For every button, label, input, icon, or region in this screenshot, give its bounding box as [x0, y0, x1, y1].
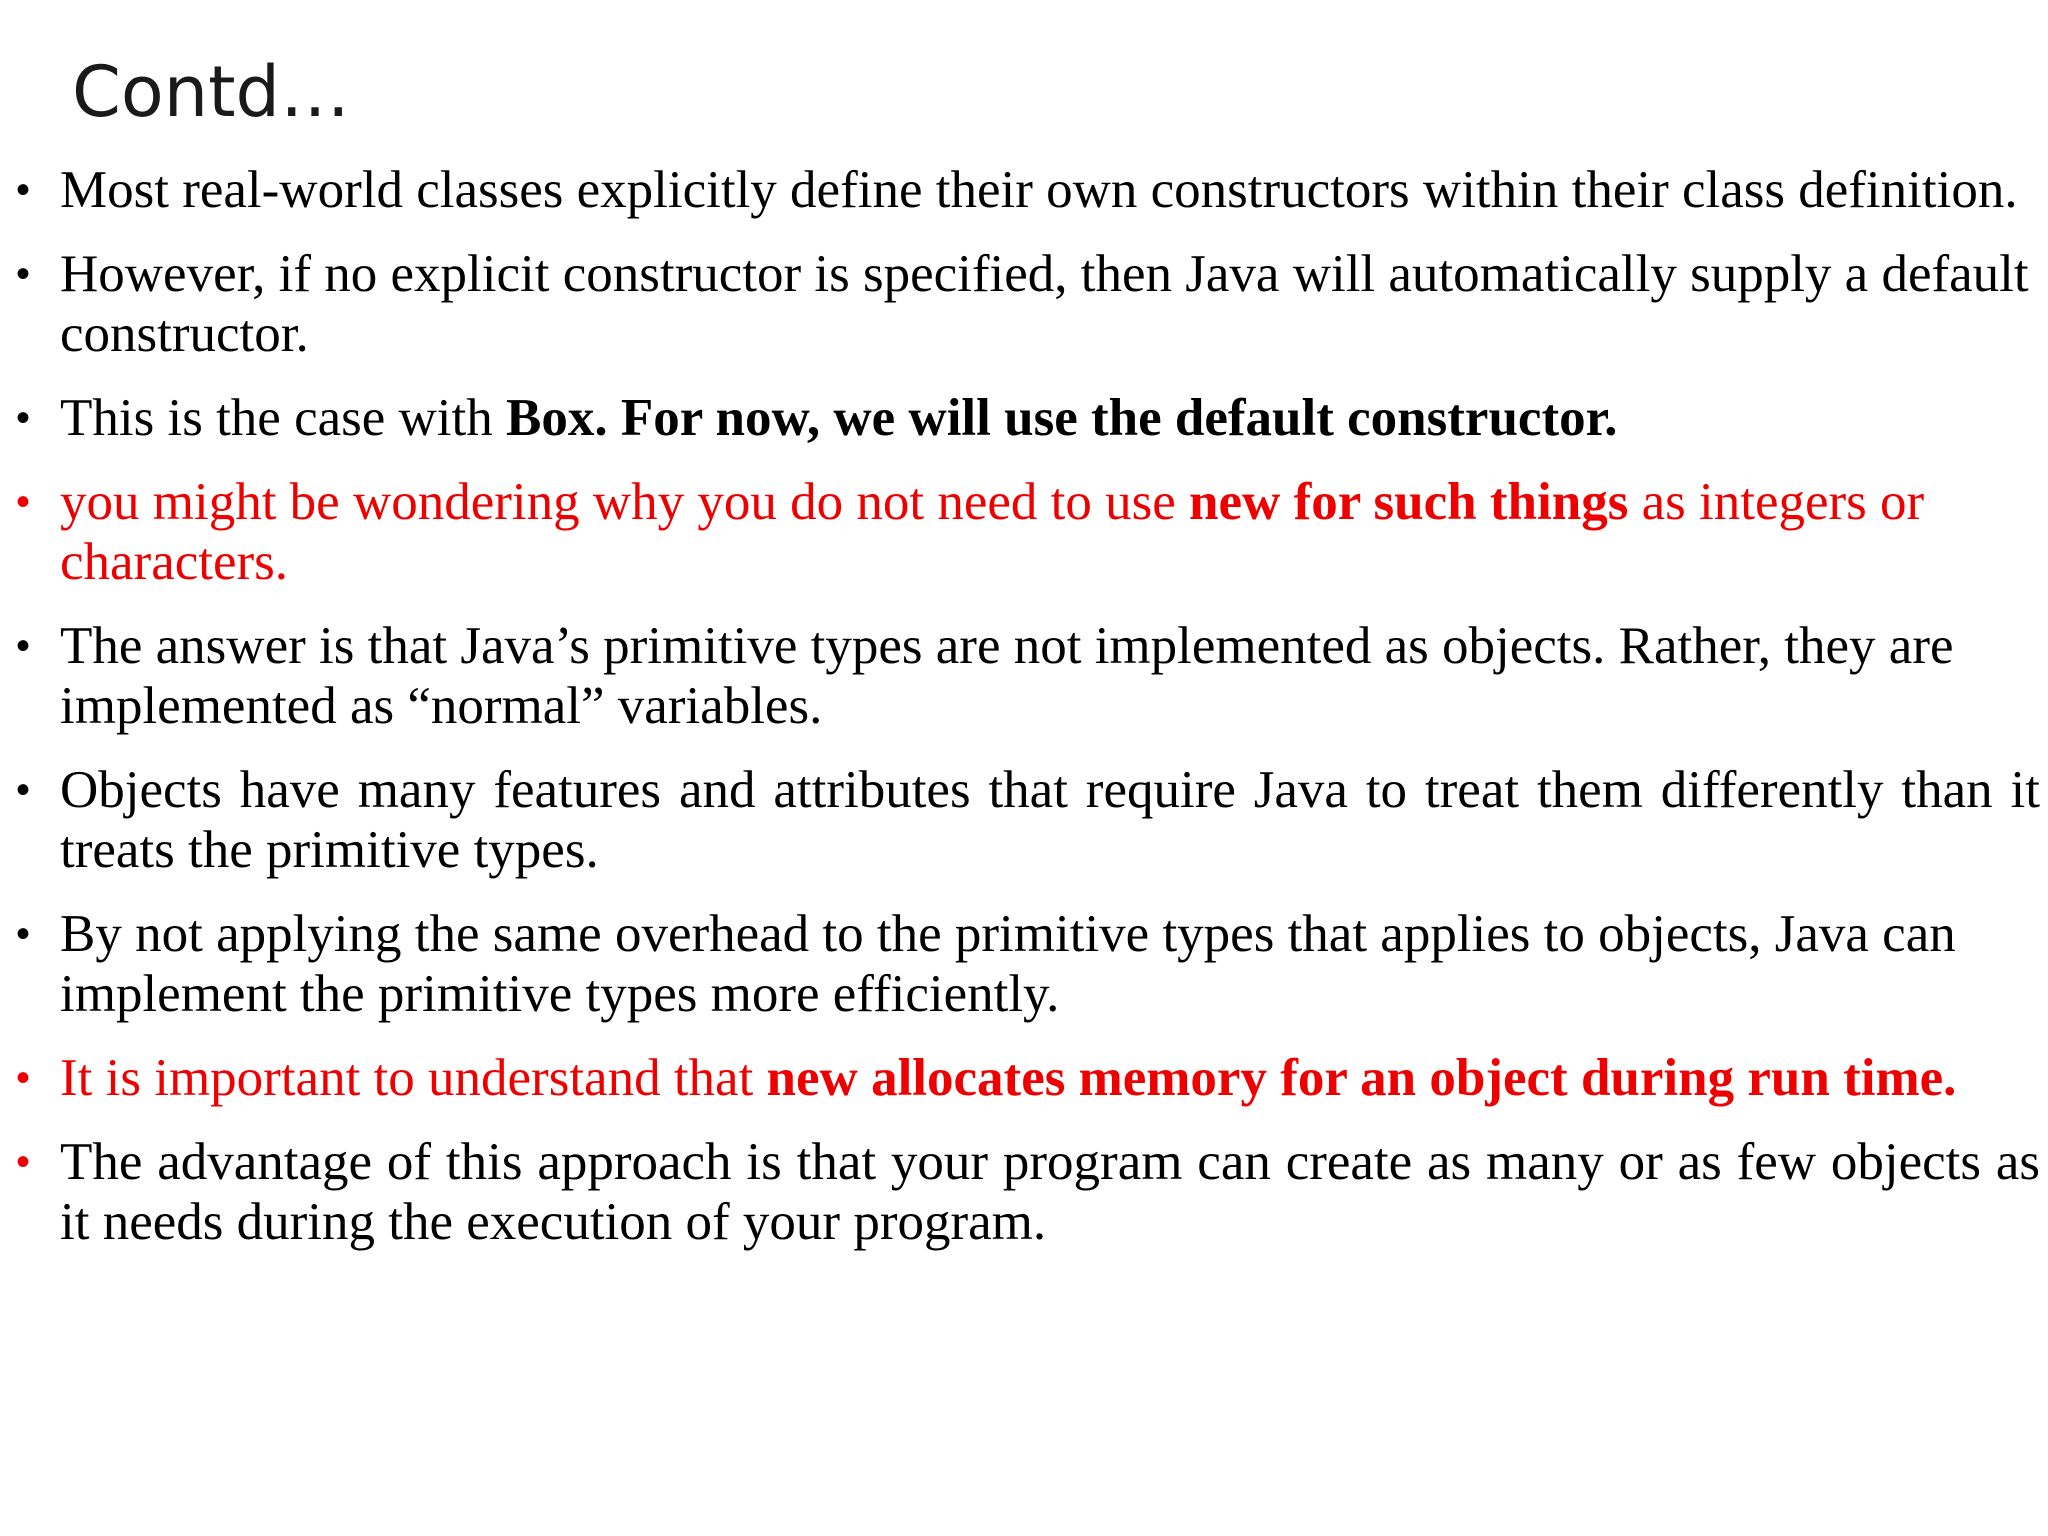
- bullet-item-red: [0, 472, 2048, 592]
- bullet-item-red: [0, 1048, 2048, 1108]
- bullet-dot-icon: •: [16, 168, 31, 212]
- slide-title: Contd…: [72, 51, 350, 133]
- bullet-dot-icon: •: [16, 768, 31, 812]
- bullet-item: [0, 760, 2048, 880]
- bullet-dot-icon: •: [16, 396, 31, 440]
- bullet-text: Objects have many features and attributes that require Java to treat them differently than it treats the primitive types.: [60, 761, 2040, 879]
- bullet-item: [0, 388, 2048, 448]
- bullet-text: as integers or characters.: [60, 473, 1925, 591]
- bullet-item: [0, 160, 2048, 220]
- bullet-text: However, if no explicit constructor is specified, then Java will automatically supply a default constructor.: [60, 245, 2029, 363]
- bullet-bold-text: new for such things: [1189, 473, 1629, 531]
- bullet-text: This is the case with: [60, 389, 506, 447]
- bullet-dot-icon: •: [16, 252, 31, 296]
- bullet-bold-text: Box. For now, we will use the default constructor.: [506, 389, 1618, 447]
- bullet-bold-text: new allocates memory for an object during run time.: [766, 1049, 1957, 1107]
- bullet-text: By not applying the same overhead to the primitive types that applies to objects, Java can implement the primitive types more efficiently.: [60, 905, 1956, 1023]
- bullet-text: It is important to understand that: [60, 1049, 767, 1107]
- bullet-dot-icon: •: [16, 1140, 31, 1184]
- bullet-dot-icon: •: [16, 1056, 31, 1100]
- bullet-item: [0, 904, 2048, 1024]
- bullet-list: [0, 160, 2048, 1276]
- bullet-text: The advantage of this approach is that your program can create as many or as few objects as it needs during the execution of your program.: [60, 1133, 2040, 1251]
- bullet-item: [0, 616, 2048, 736]
- bullet-item: [0, 1132, 2048, 1252]
- bullet-text: Most real-world classes explicitly define their own constructors within their class definition.: [60, 161, 2018, 219]
- bullet-dot-icon: •: [16, 912, 31, 956]
- bullet-text: The answer is that Java’s primitive types are not implemented as objects. Rather, they are implemented as “normal” variables.: [60, 617, 1954, 735]
- bullet-text: you might be wondering why you do not need to use: [60, 473, 1190, 531]
- bullet-item: [0, 244, 2048, 364]
- bullet-dot-icon: •: [16, 624, 31, 668]
- bullet-dot-icon: •: [16, 480, 31, 524]
